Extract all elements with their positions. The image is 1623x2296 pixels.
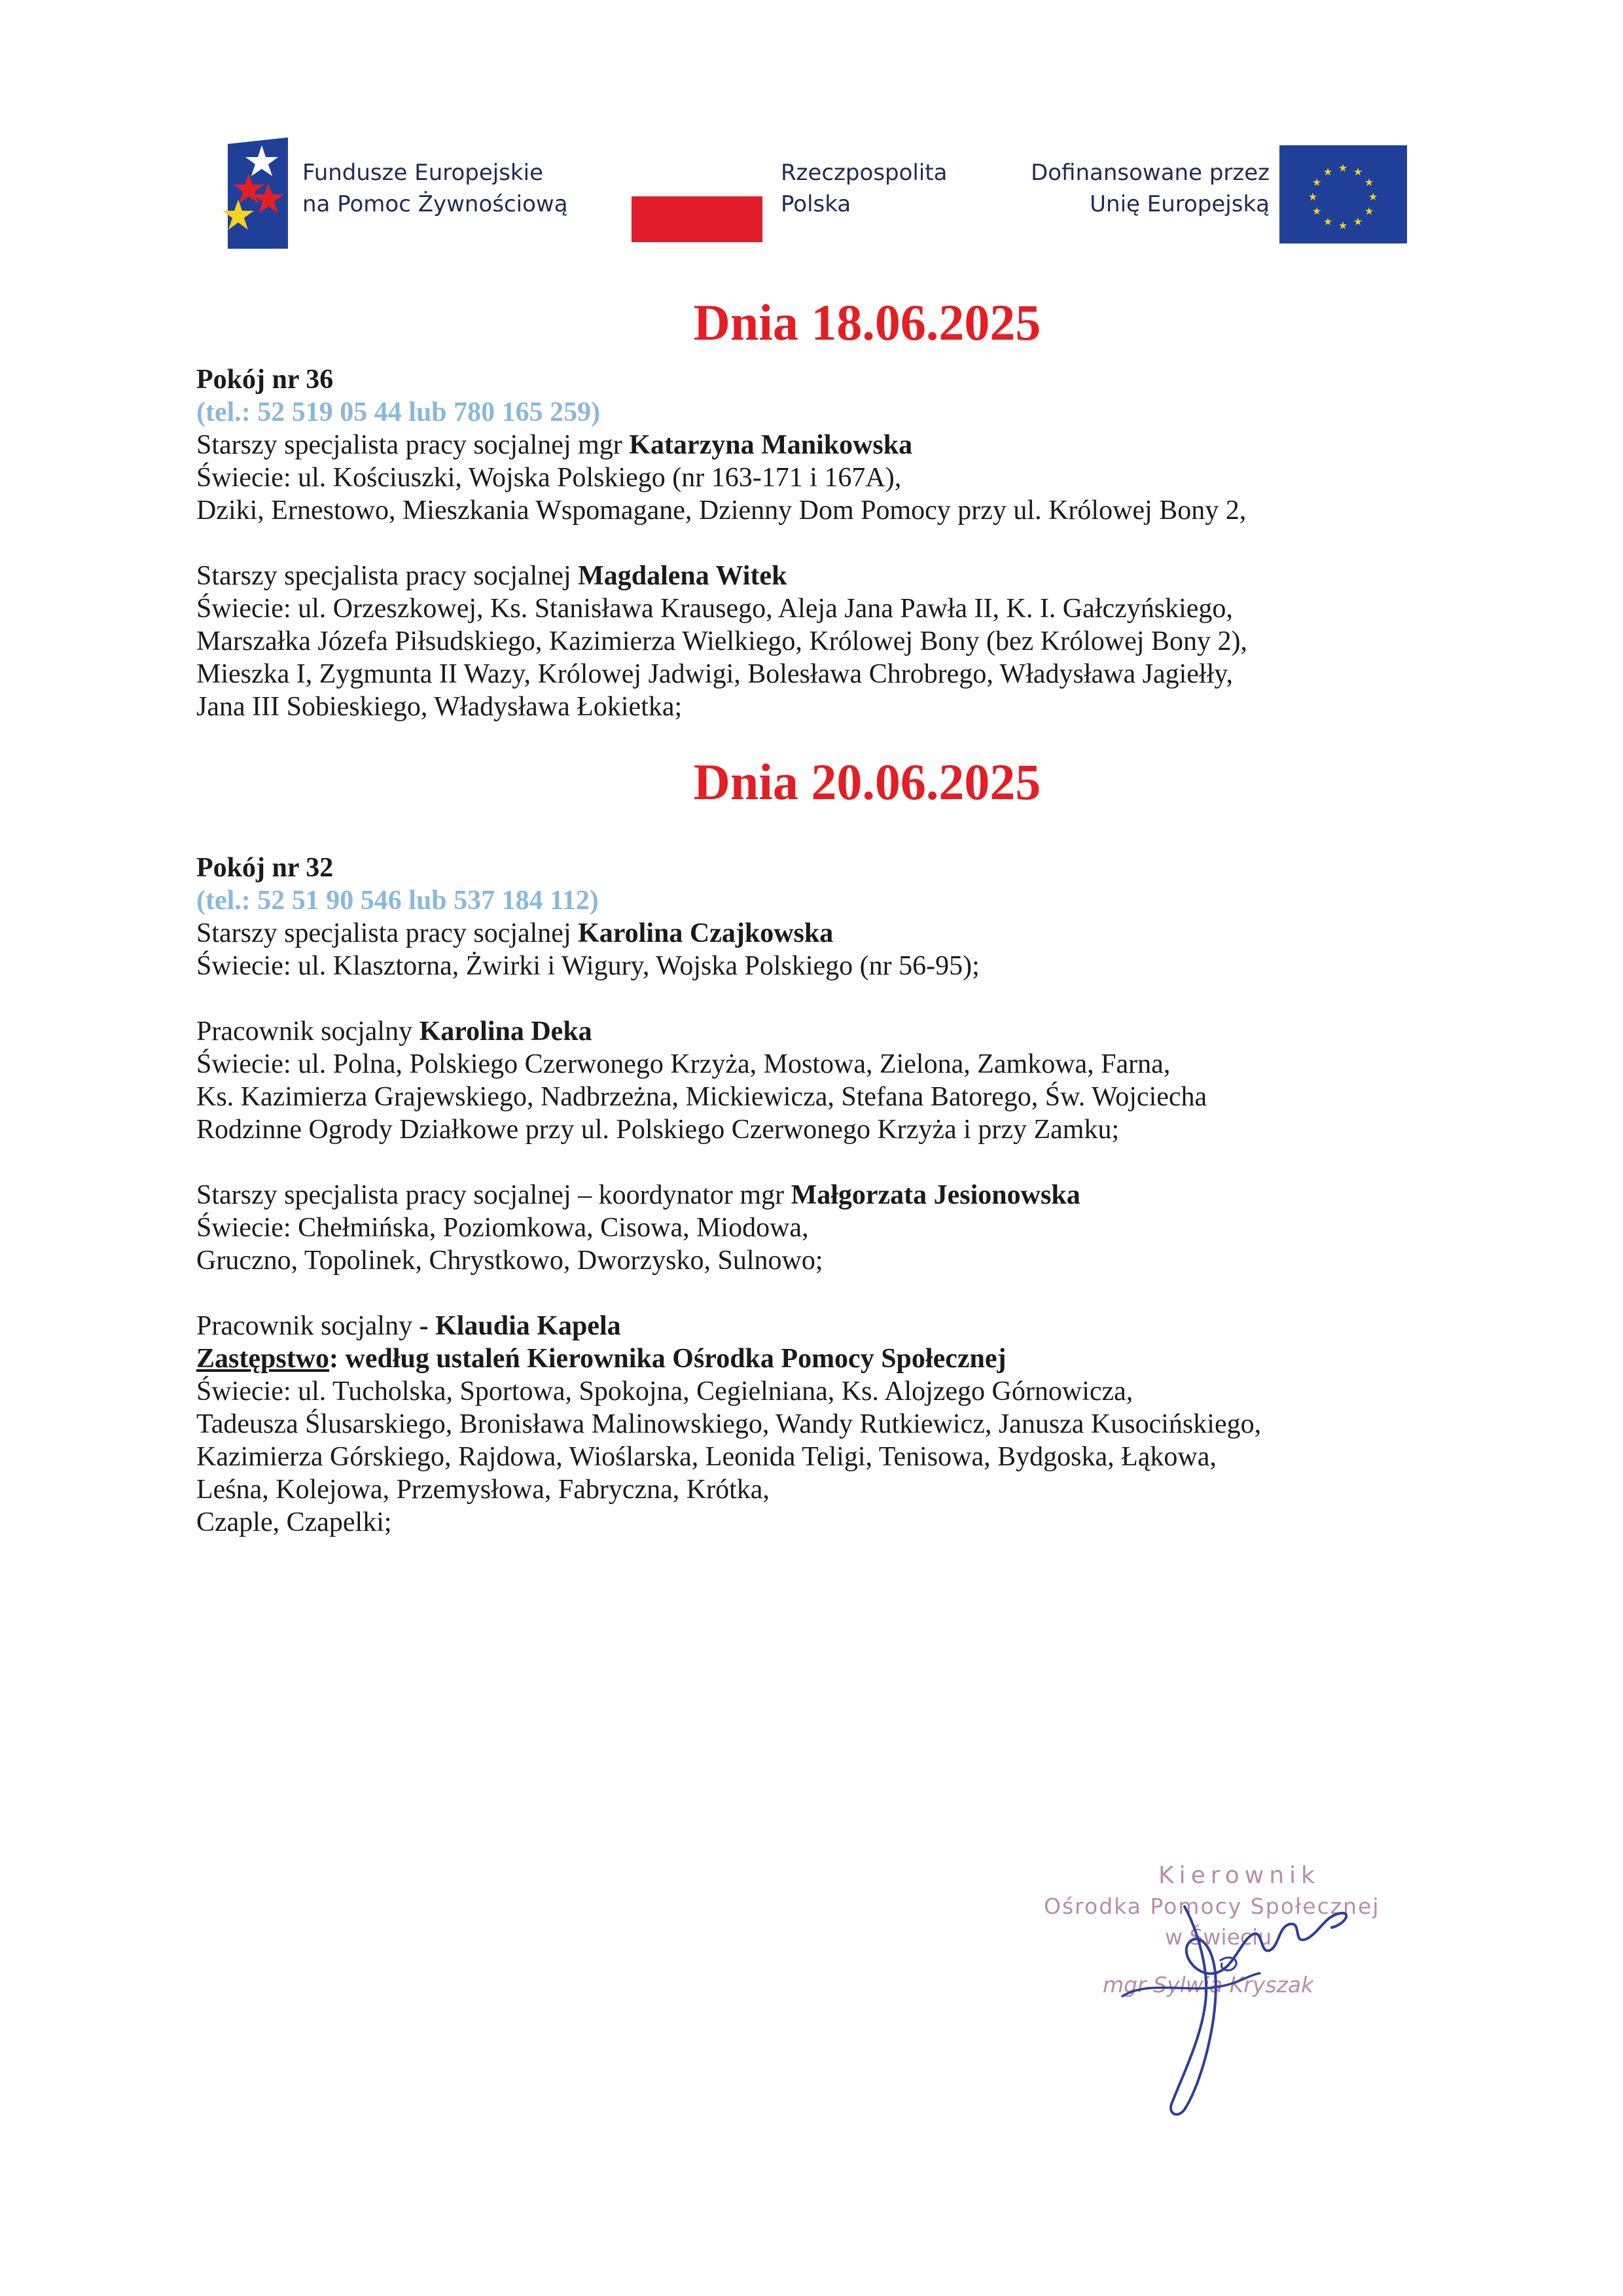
worker-name: Karolina Deka — [419, 1016, 592, 1047]
worker-block — [196, 429, 1492, 527]
svg-text:★: ★ — [1364, 205, 1374, 217]
rp-line1: Rzeczpospolita — [781, 160, 948, 186]
fe-line2: na Pomoc Żywnościową — [302, 191, 568, 217]
worker-block — [196, 917, 1492, 982]
area-line: Tadeusza Ślusarskiego, Bronisława Malinowskiego, Wandy Rutkiewicz, Janusza Kusocińskiego, — [196, 1409, 1262, 1439]
worker-role: Starszy specjalista pracy socjalnej — [196, 561, 579, 591]
worker-title — [196, 429, 1492, 461]
area-line: Jana III Sobieskiego, Władysława Łokietka; — [196, 692, 683, 722]
stamp-line4: mgr Sylwia Kryszak — [1103, 1972, 1314, 1998]
svg-text:★: ★ — [1311, 176, 1322, 188]
area-line: Kazimierza Górskiego, Rajdowa, Wioślarska, Leonida Teligi, Tenisowa, Bydgoska, Łąkowa, — [196, 1442, 1217, 1472]
svg-text:★: ★ — [1311, 205, 1322, 217]
phone-numbers-1: (tel.: 52 519 05 44 lub 780 165 259) — [196, 397, 601, 427]
area-line: Leśna, Kolejowa, Przemysłowa, Fabryczna, Krótka, — [196, 1475, 770, 1505]
worker-title — [196, 917, 1492, 950]
fe-line1: Fundusze Europejskie — [302, 160, 543, 186]
svg-text:★: ★ — [1364, 176, 1374, 188]
worker-name: - Klaudia Kapela — [419, 1311, 621, 1341]
area-line: Dziki, Ernestowo, Mieszkania Wspomagane, Dzienny Dom Pomocy przy ul. Królowej Bony 2, — [196, 495, 1247, 526]
substitution-line — [196, 1342, 1492, 1375]
worker-title — [196, 1015, 1492, 1048]
worker-role: Pracownik socjalny — [196, 1016, 419, 1047]
date-heading-2: Dnia 20.06.2025 — [693, 753, 1041, 810]
worker-role: Starszy specjalista pracy socjalnej — [196, 918, 579, 948]
svg-text:★: ★ — [1338, 219, 1348, 232]
substitution-text: : według ustaleń Kierownika Ośrodka Pomocy Społecznej — [329, 1344, 1007, 1374]
area-line: Świecie: ul. Klasztorna, Żwirki i Wigury, Wojska Polskiego (nr 56-95); — [196, 951, 980, 981]
area-line: Świecie: ul. Kościuszki, Wojska Polskiego (nr 163-171 i 167A), — [196, 463, 902, 493]
svg-text:★: ★ — [1338, 162, 1348, 174]
rp-line2: Polska — [781, 191, 851, 217]
svg-text:★: ★ — [1368, 190, 1378, 203]
spacer — [196, 1146, 1492, 1179]
worker-role: Starszy specjalista pracy socjalnej – koordynator mgr — [196, 1180, 791, 1210]
worker-role: Starszy specjalista pracy socjalnej mgr — [196, 430, 630, 460]
fe-logo — [223, 137, 589, 249]
area-line: Świecie: ul. Tucholska, Sportowa, Spokojna, Cegielniana, Ks. Alojzego Górnowicza, — [196, 1376, 1133, 1407]
area-line: Gruczno, Topolinek, Chrystkowo, Dworzysko, Sulnowo; — [196, 1246, 823, 1276]
worker-title — [196, 1179, 1492, 1211]
area-line: Świecie: ul. Polna, Polskiego Czerwonego Krzyża, Mostowa, Zielona, Zamkowa, Farna, — [196, 1049, 1171, 1079]
area-line: Ks. Kazimierza Grajewskiego, Nadbrzeżna, Mickiewicza, Stefana Batorego, Św. Wojciecha — [196, 1082, 1207, 1112]
area-line: Marszałka Józefa Piłsudskiego, Kazimierza Wielkiego, Królowej Bony (bez Królowej Bony 2), — [196, 626, 1247, 656]
document-body — [196, 291, 1492, 1539]
worker-title — [196, 1310, 1492, 1342]
worker-name: Karolina Czajkowska — [578, 918, 834, 948]
spacer — [196, 527, 1492, 560]
area-line: Rodzinne Ogrody Działkowe przy ul. Polskiego Czerwonego Krzyża i przy Zamku; — [196, 1115, 1120, 1145]
stamp-line1: Kierownik — [1158, 1862, 1320, 1889]
ue-logo-text — [1031, 157, 1270, 220]
ue-line1: Dofinansowane przez — [1031, 160, 1270, 186]
area-line: Świecie: ul. Orzeszkowej, Ks. Stanisława Krausego, Aleja Jana Pawła II, K. I. Gałczyńskiego, — [196, 594, 1233, 624]
worker-title — [196, 560, 1492, 592]
room-number-2: Pokój nr 32 — [196, 853, 334, 883]
worker-name: Magdalena Witek — [578, 561, 787, 591]
handwritten-signature-icon — [1044, 1862, 1436, 2124]
fe-emblem-icon — [223, 137, 294, 249]
official-stamp — [1044, 1862, 1436, 2124]
worker-block — [196, 1015, 1492, 1146]
worker-block — [196, 1310, 1492, 1539]
spacer — [196, 982, 1492, 1015]
worker-block — [196, 560, 1492, 723]
rp-logo-text — [781, 157, 947, 220]
area-line: Czaple, Czapelki; — [196, 1507, 392, 1537]
worker-role: Pracownik socjalny — [196, 1311, 419, 1341]
spacer — [196, 1277, 1492, 1310]
svg-text:★: ★ — [1353, 215, 1363, 228]
room-number-1: Pokój nr 36 — [196, 365, 334, 395]
ue-logo — [1001, 137, 1407, 249]
date-heading-1: Dnia 18.06.2025 — [693, 294, 1041, 351]
polish-flag-icon — [632, 196, 762, 242]
worker-block — [196, 1179, 1492, 1277]
stamp-line2: Ośrodka Pomocy Społecznej — [1044, 1893, 1380, 1919]
phone-numbers-2: (tel.: 52 51 90 546 lub 537 184 112) — [196, 886, 599, 916]
svg-text:★: ★ — [1323, 215, 1333, 228]
fe-logo-text — [302, 157, 568, 220]
substitution-label: Zastępstwo — [196, 1344, 330, 1374]
svg-text:★: ★ — [1323, 166, 1333, 178]
rp-logo — [632, 137, 972, 249]
stamp-line3: w Świeciu — [1165, 1924, 1272, 1950]
worker-name: Małgorzata Jesionowska — [791, 1180, 1080, 1210]
eu-flag-icon — [1279, 145, 1407, 243]
area-line: Mieszka I, Zygmunta II Wazy, Królowej Jadwigi, Bolesława Chrobrego, Władysława Jagiełły, — [196, 659, 1234, 689]
ue-line2: Unię Europejską — [1090, 191, 1270, 217]
worker-name: Katarzyna Manikowska — [629, 430, 913, 460]
area-line: Świecie: Chełmińska, Poziomkowa, Cisowa, Miodowa, — [196, 1213, 809, 1243]
svg-text:★: ★ — [1353, 166, 1363, 178]
svg-text:★: ★ — [1308, 190, 1318, 203]
